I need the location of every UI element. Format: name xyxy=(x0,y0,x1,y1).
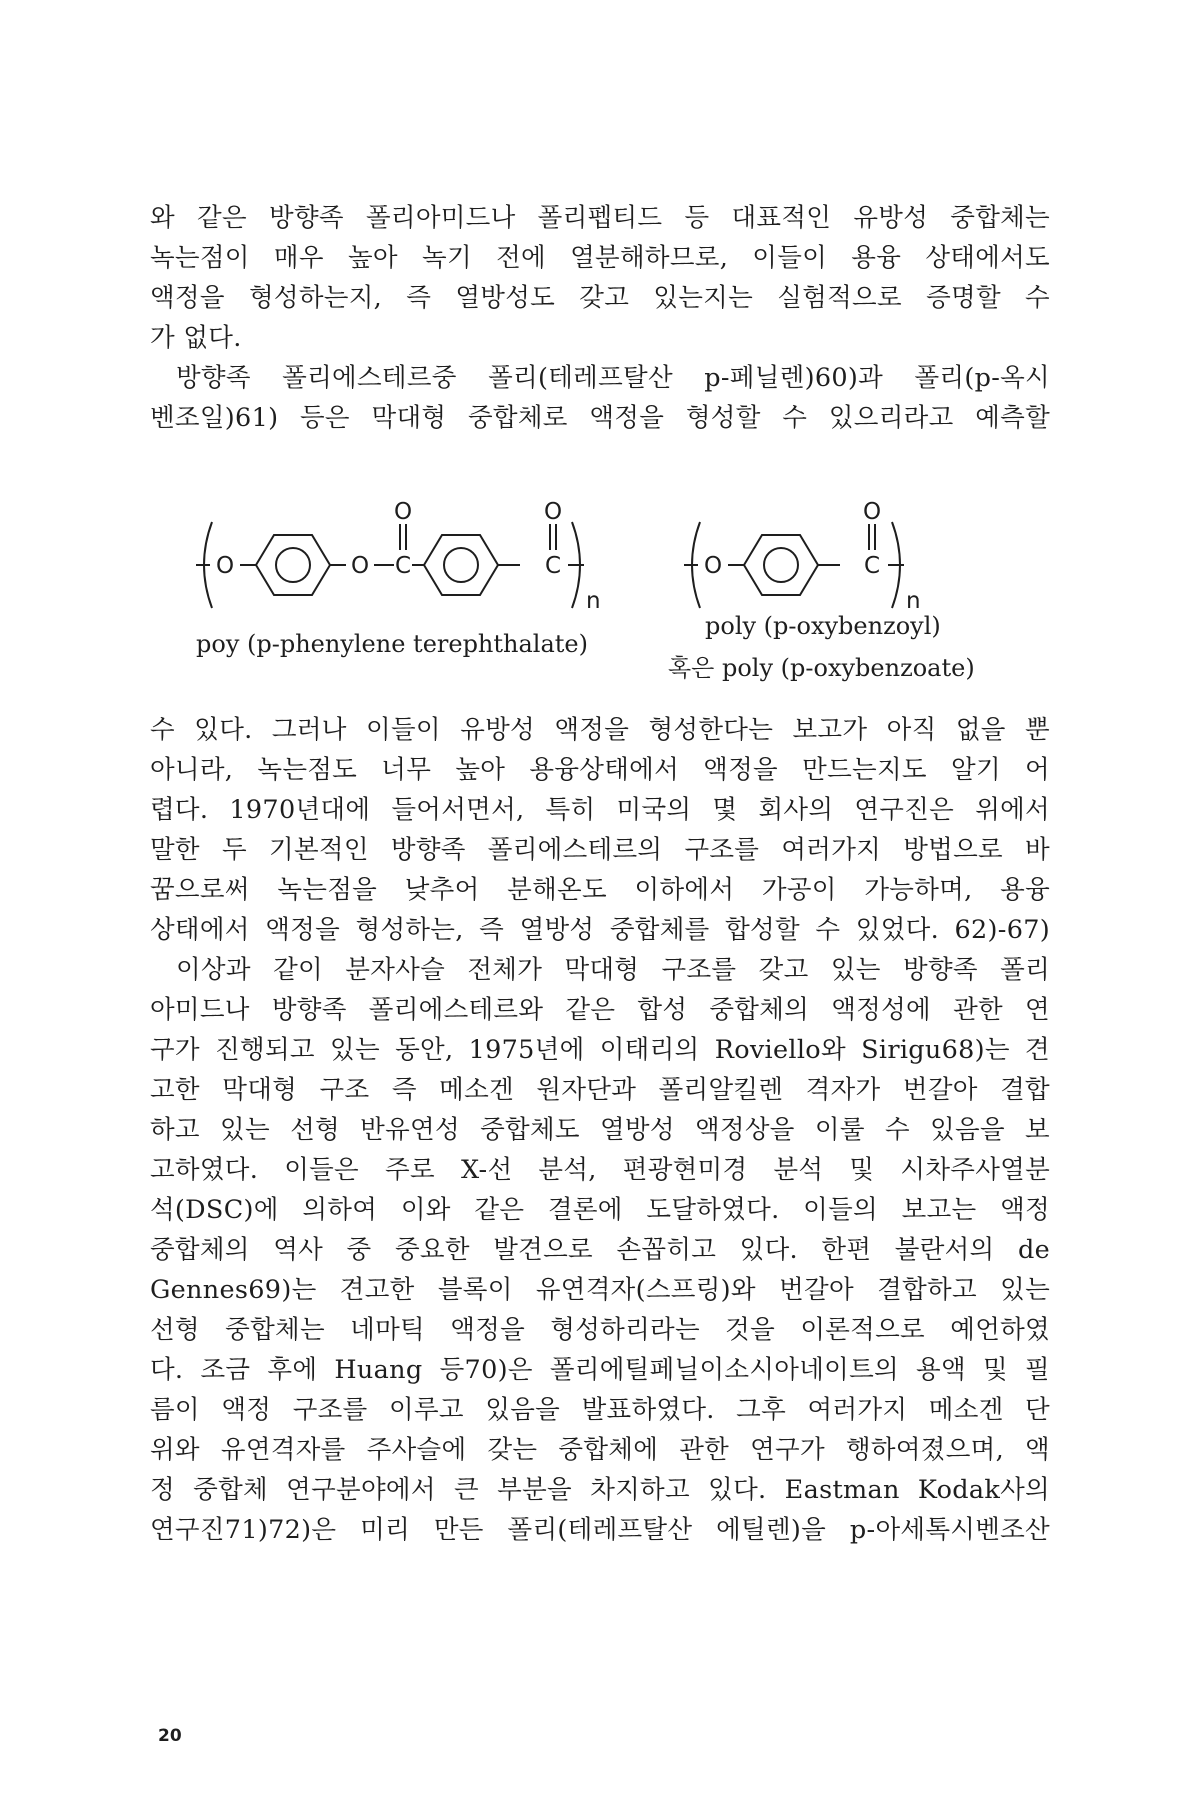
text-line: Gennes69)는 견고한 블록이 유연격자(스프링)와 번갈아 결합하고 있는 xyxy=(150,1275,1050,1305)
subscript-n-right: n xyxy=(906,588,921,614)
caption-right-1: poly (p-oxybenzoyl) xyxy=(705,612,941,640)
atom-c2: C xyxy=(544,553,562,579)
chemical-structures xyxy=(0,490,1200,690)
aromatic-circle-3 xyxy=(764,548,798,582)
text-line: 고하였다. 이들은 주로 X-선 분석, 편광현미경 분석 및 시차주사열분 xyxy=(150,1155,1050,1185)
text-line: 위와 유연격자를 주사슬에 갖는 중합체에 관한 연구가 행하여졌으며, 액 xyxy=(150,1435,1050,1465)
atom-o2: O xyxy=(350,553,370,579)
text-line: 연구진71)72)은 미리 만든 폴리(테레프탈산 에틸렌)을 p-아세톡시벤조산 xyxy=(150,1515,1050,1545)
text-line: 정 중합체 연구분야에서 큰 부분을 차지하고 있다. Eastman Kodak사의 xyxy=(150,1475,1050,1505)
text-line: 말한 두 기본적인 방향족 폴리에스테르의 구조를 여러가지 방법으로 바 xyxy=(150,835,1050,865)
text-line: 가 없다. xyxy=(150,323,242,353)
atom-c1: C xyxy=(394,553,412,579)
atom-dbl-o1: O xyxy=(393,499,413,525)
text-block-top xyxy=(150,198,1050,438)
aromatic-circle-2 xyxy=(444,548,478,582)
benzene-ring-3 xyxy=(744,535,818,595)
subscript-n-left: n xyxy=(586,588,601,614)
text-line: 석(DSC)에 의하여 이와 같은 결론에 도달하였다. 이들의 보고는 액정 xyxy=(150,1195,1050,1225)
atom-dbl-o2: O xyxy=(543,499,563,525)
text-line: 고한 막대형 구조 즉 메소겐 원자단과 폴리알킬렌 격자가 번갈아 결합 xyxy=(150,1075,1050,1105)
text-line: 꿈으로써 녹는점을 낮추어 분해온도 이하에서 가공이 가능하며, 용융 xyxy=(150,875,1050,905)
text-line: 름이 액정 구조를 이루고 있음을 발표하였다. 그후 여러가지 메소겐 단 xyxy=(150,1395,1050,1425)
atom-o3: O xyxy=(703,553,723,579)
text-line: 아니라, 녹는점도 너무 높아 용융상태에서 액정을 만드는지도 알기 어 xyxy=(150,755,1050,785)
atom-c3: C xyxy=(863,553,881,579)
benzene-ring-1 xyxy=(256,535,330,595)
caption-right-2: 혹은 poly (p-oxybenzoate) xyxy=(668,654,975,682)
benzene-ring-2 xyxy=(424,535,498,595)
text-line: 중합체의 역사 중 중요한 발견으로 손꼽히고 있다. 한편 불란서의 de xyxy=(150,1235,1050,1265)
structures-svg xyxy=(0,490,1200,690)
text-line: 녹는점이 매우 높아 녹기 전에 열분해하므로, 이들이 용융 상태에서도 xyxy=(150,243,1050,273)
text-line: 이상과 같이 분자사슬 전체가 막대형 구조를 갖고 있는 방향족 폴리 xyxy=(176,955,1050,985)
text-line: 와 같은 방향족 폴리아미드나 폴리펩티드 등 대표적인 유방성 중합체는 xyxy=(150,203,1050,233)
text-line: 아미드나 방향족 폴리에스테르와 같은 합성 중합체의 액정성에 관한 연 xyxy=(150,995,1050,1025)
text-line: 방향족 폴리에스테르중 폴리(테레프탈산 p-페닐렌)60)과 폴리(p-옥시 xyxy=(176,363,1050,393)
text-line: 다. 조금 후에 Huang 등70)은 폴리에틸페닐이소시아네이트의 용액 및 필 xyxy=(150,1355,1050,1385)
text-line: 렵다. 1970년대에 들어서면서, 특히 미국의 몇 회사의 연구진은 위에서 xyxy=(150,795,1050,825)
text-line: 구가 진행되고 있는 동안, 1975년에 이태리의 Roviello와 Sirigu68)는 견 xyxy=(150,1035,1050,1065)
atom-dbl-o3: O xyxy=(862,499,882,525)
text-line: 액정을 형성하는지, 즉 열방성도 갖고 있는지는 실험적으로 증명할 수 xyxy=(150,283,1050,313)
text-line: 수 있다. 그러나 이들이 유방성 액정을 형성한다는 보고가 아직 없을 뿐 xyxy=(150,715,1050,745)
caption-left: poy (p-phenylene terephthalate) xyxy=(196,630,588,658)
atom-o1: O xyxy=(215,553,235,579)
aromatic-circle-1 xyxy=(276,548,310,582)
text-line: 하고 있는 선형 반유연성 중합체도 열방성 액정상을 이룰 수 있음을 보 xyxy=(150,1115,1050,1145)
page-number: 20 xyxy=(158,1726,182,1746)
text-line: 상태에서 액정을 형성하는, 즉 열방성 중합체를 합성할 수 있었다. 62)-67) xyxy=(150,915,1050,945)
text-line: 벤조일)61) 등은 막대형 중합체로 액정을 형성할 수 있으리라고 예측할 xyxy=(150,403,1050,433)
text-line: 선형 중합체는 네마틱 액정을 형성하리라는 것을 이론적으로 예언하였 xyxy=(150,1315,1050,1345)
text-block-bottom xyxy=(150,710,1050,1550)
